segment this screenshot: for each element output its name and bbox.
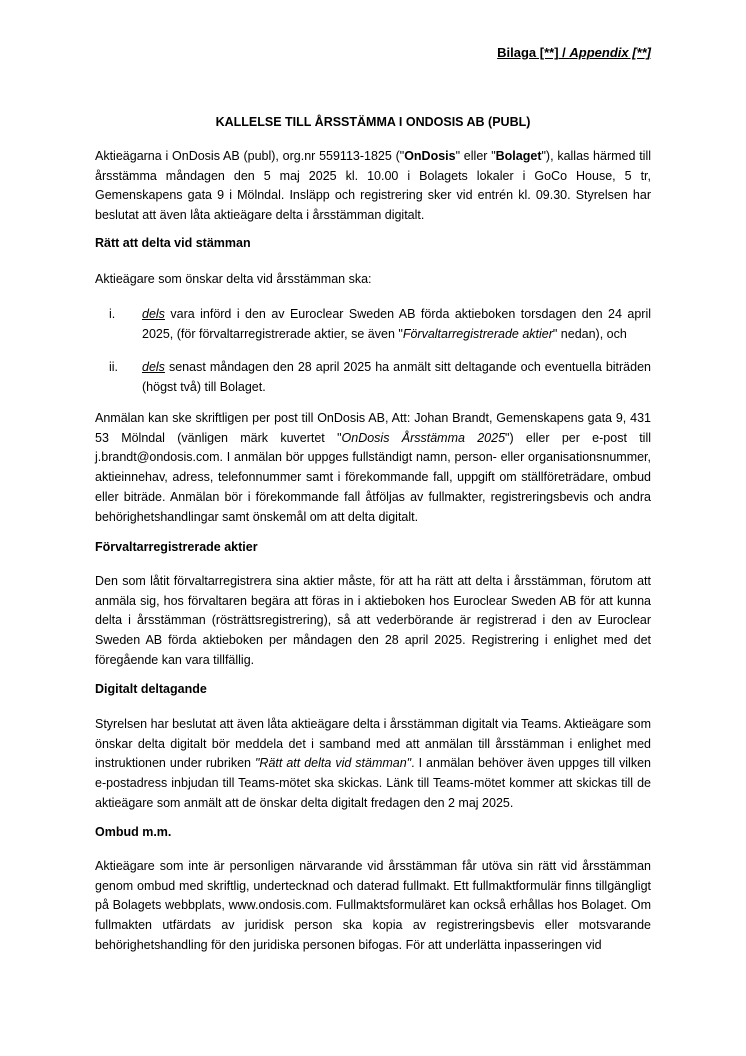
list-item-text-b: " nedan), och (552, 326, 627, 341)
appendix-label (497, 43, 651, 63)
digital-text-a: Styrelsen har beslutat att även låta aktieägare delta i årsstämman digitalt via Teams. Aktieägare som önskar delta digitalt bör meddela det i samband med att anmälan till årsstämman i enlighet med instruktionen under rubriken (95, 717, 651, 771)
appendix-en: Appendix [**] (569, 45, 651, 60)
heading-digitalt-deltagande: Digitalt deltagande (95, 682, 207, 696)
nominee-paragraph: Den som låtit förvaltarregistrera sina aktier måste, för att ha rätt att delta i årsstämman, förutom att anmäla sig, hos förvaltaren begära att föras in i aktieboken hos Euroclear Sweden AB för att kunna delta i årsstämman (rösträttsregistrering), så att vederbörande är registrerad i den av Euroclear Sweden AB förda aktieboken per måndagen den 28 april 2025. Registrering i enlighet med det föregående kan vara tillfällig. (95, 574, 651, 667)
list-item-keyword: dels (142, 360, 165, 374)
list-item-number: i. (109, 307, 116, 321)
document-title: KALLELSE TILL ÅRSSTÄMMA I ONDOSIS AB (PUBL) (215, 115, 531, 129)
heading-forvaltarregistrerade: Förvaltarregistrerade aktier (95, 540, 258, 554)
registration-paragraph (95, 409, 651, 527)
intro-bold-bolaget: Bolaget (495, 149, 542, 163)
intro-paragraph (95, 147, 651, 226)
list-item-text-a: senast måndagen den 28 april 2025 ha anmält sitt deltagande och eventuella biträden (högst två) till Bolaget. (142, 360, 651, 394)
list-item-text-a: vara införd i den av Euroclear Sweden AB förda aktieboken torsdagen den 24 april 2025, (för förvaltarregistrerade aktier, se även " (142, 307, 651, 341)
digital-paragraph (95, 715, 651, 814)
list-item-italic: Förvaltarregistrerade aktier (402, 326, 553, 341)
registration-italic: OnDosis Årsstämma 2025 (341, 430, 506, 445)
list-item-text (142, 305, 651, 344)
registration-text-a: Anmälan kan ske skriftligen per post till OnDosis AB, Att: Johan Brandt, Gemenskapens gata 9, 431 53 Mölndal (vänligen märk kuvertet " (95, 411, 651, 445)
list-item-keyword: dels (142, 307, 165, 321)
list-item-text (142, 358, 651, 397)
intro-bold-ondosis: OnDosis (404, 149, 456, 163)
digital-text-b: . I anmälan behöver även uppges till vilken e-postadress inbjudan till Teams-mötet ska skickas. Länk till Teams-mötet kommer att skickas till de aktieägare som anmält att de önskar delta digitalt fredagen den 2 maj 2025. (95, 756, 651, 810)
appendix-sv: Bilaga [**] (497, 45, 559, 60)
heading-ratt-att-delta: Rätt att delta vid stämman (95, 236, 251, 250)
list-item-number: ii. (109, 360, 119, 374)
intro-text-2: " eller " (455, 149, 496, 163)
heading-ombud: Ombud m.m. (95, 825, 172, 839)
proxy-paragraph: Aktieägare som inte är personligen närvarande vid årsstämman får utöva sin rätt vid årsstämman genom ombud med skriftlig, undertecknad och daterad fullmakt. Ett fullmaktformulär finns tillgängligt på Bolagets webbplats, www.ondosis.com. Fullmaktsformuläret kan också erhållas hos Bolaget. Om fullmakten utfärdats av juridisk person ska kopia av registreringsbevis eller motsvarande behörighetshandling för den juridiska personen bifogas. För att underlätta inpasseringen vid (95, 859, 651, 952)
intro-text-3: "), kallas härmed till årsstämma måndagen den 5 maj 2025 kl. 10.00 i Bolagets lokaler i GoCo House, 5 tr, Gemenskapens gata 9 i Mölndal. Insläpp och registrering sker vid entrén kl. 09.30. Styrelsen har beslutat att även låta aktieägare delta i årsstämman digitalt. (95, 149, 651, 223)
intro-text-1: Aktieägarna i OnDosis AB (publ), org.nr 559113-1825 (" (95, 149, 405, 163)
digital-italic: "Rätt att delta vid stämman" (254, 756, 412, 771)
section1-lead: Aktieägare som önskar delta vid årsstämman ska: (95, 272, 372, 286)
appendix-separator: / (558, 45, 570, 60)
registration-text-b: ") eller per e-post till j.brandt@ondosis.com. I anmälan bör uppges fullständigt namn, person- eller organisationsnummer, aktieinnehav, adress, telefonnummer samt i förekommande fall, uppgift om ställföreträdare, ombud eller biträde. Anmälan bör i förekommande fall åtföljas av fullmakter, registreringsbevis och andra behörighetshandlingar samt önskemål om att delta digitalt. (95, 430, 651, 524)
